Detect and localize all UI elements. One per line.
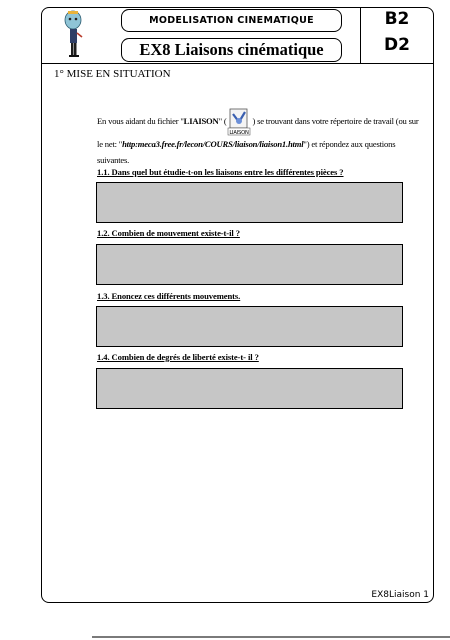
- course-code-top: B2: [384, 9, 410, 29]
- question-3-label: 1.3. Enoncez ces différents mouvements.: [97, 291, 241, 301]
- answer-box-4[interactable]: [96, 368, 403, 409]
- question-1-label: 1.1. Dans quel but étudie-t-on les liaisons entre les différentes pièces ?: [97, 167, 344, 177]
- bottom-rule: [92, 636, 450, 638]
- subject-banner: MODELISATION CINEMATIQUE: [121, 9, 342, 32]
- header-divider-vertical: [360, 7, 361, 63]
- question-2-label: 1.2. Combien de mouvement existe-t-il ?: [97, 228, 240, 238]
- liaison-icon-label: LIAISON: [229, 129, 250, 136]
- answer-box-1[interactable]: [96, 182, 403, 223]
- mascot-figure-icon: [41, 7, 113, 63]
- mascot-logo: [41, 7, 113, 63]
- question-4-label: 1.4. Combien de degrés de liberté existe-t- il ?: [97, 352, 259, 362]
- intro-text-1: En vous aidant du fichier ": [97, 115, 184, 126]
- intro-paragraph: [97, 108, 422, 168]
- answer-box-2[interactable]: [96, 244, 403, 285]
- intro-text-2: " (: [218, 115, 227, 126]
- exercise-title: EX8 Liaisons cinématique: [121, 38, 342, 62]
- intro-text-4: ") et répondez aux questions suivantes.: [97, 139, 396, 165]
- intro-url[interactable]: http:meca3.free.fr/lecon/COURS/liaison/liaison1.html: [122, 139, 304, 149]
- page-footer-label: EX8Liaison 1: [371, 590, 429, 600]
- course-code-bottom: D2: [384, 35, 410, 55]
- section-heading: 1° MISE EN SITUATION: [54, 68, 171, 80]
- intro-file-name: LIAISON: [183, 115, 219, 126]
- worksheet-frame: [41, 7, 434, 603]
- intro-text-3: ) se trouvant dans votre répertoire de travail (ou sur le net: ": [97, 115, 419, 149]
- liaison-file-icon[interactable]: [227, 108, 251, 136]
- header-divider-horizontal: [41, 63, 434, 64]
- answer-box-3[interactable]: [96, 306, 403, 347]
